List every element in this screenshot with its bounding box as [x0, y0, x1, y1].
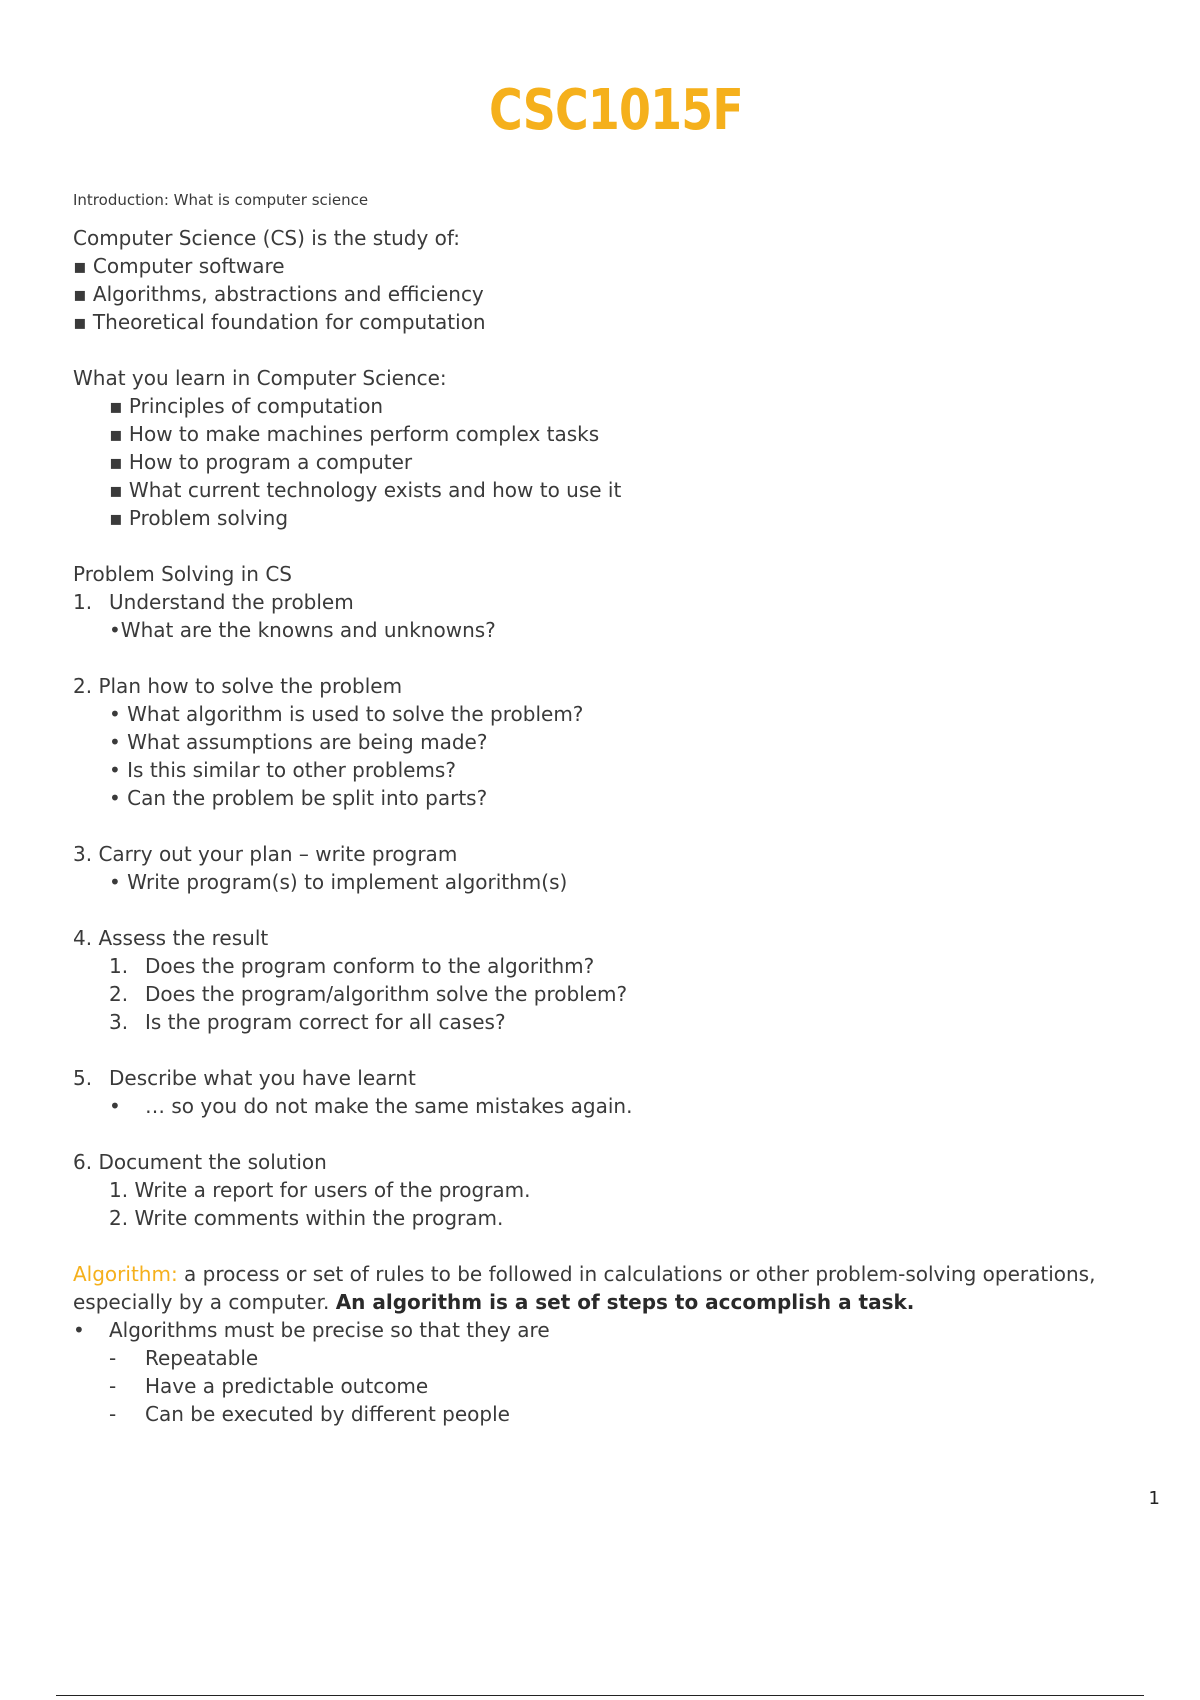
list-item: ▪ Principles of computation: [73, 392, 1153, 420]
step-3-title: 3. Carry out your plan – write program: [73, 842, 458, 866]
list-item: [73, 1400, 1153, 1428]
list-item: 2. Write comments within the program.: [109, 1206, 504, 1230]
list-item: ▪ Computer software: [73, 252, 1153, 280]
list-item: • Can the problem be split into parts?: [109, 786, 488, 810]
step-number: 5.: [73, 1066, 93, 1090]
footer-divider: [56, 1695, 1144, 1696]
list-item: ▪ What current technology exists and how to use it: [73, 476, 1153, 504]
list-item: 1. Write a report for users of the program.: [109, 1178, 531, 1202]
list-item: • What algorithm is used to solve the problem?: [109, 702, 584, 726]
list-item: [73, 1372, 1153, 1400]
item-number: 2.: [109, 982, 129, 1006]
step-title: Understand the problem: [109, 590, 354, 614]
algorithm-term: Algorithm:: [73, 1262, 178, 1286]
algorithm-bold-sentence: An algorithm is a set of steps to accomplish a task.: [335, 1290, 915, 1314]
step-1: [73, 588, 1153, 616]
item-text: Does the program conform to the algorithm?: [145, 954, 595, 978]
item-number: 3.: [109, 1010, 129, 1034]
list-item: [73, 1344, 1153, 1372]
step-title: Describe what you have learnt: [109, 1066, 416, 1090]
list-item: ▪ Problem solving: [73, 504, 1153, 532]
algorithm-definition: [73, 1260, 1153, 1316]
page-number: 1: [1148, 1488, 1160, 1509]
list-item: •What are the knowns and unknowns?: [109, 618, 496, 642]
list-item: • What assumptions are being made?: [109, 730, 488, 754]
step-4-title: 4. Assess the result: [73, 926, 269, 950]
dash: -: [109, 1346, 117, 1370]
list-item: ▪ How to program a computer: [73, 448, 1153, 476]
list-item: • Write program(s) to implement algorithm(s): [109, 870, 568, 894]
dash: -: [109, 1374, 117, 1398]
list-item: [73, 952, 1153, 980]
list-item: • Is this similar to other problems?: [109, 758, 456, 782]
item-text: Can be executed by different people: [145, 1402, 510, 1426]
list-item: [73, 1008, 1153, 1036]
list-item: ▪ How to make machines perform complex tasks: [73, 420, 1153, 448]
list-item: ▪ Algorithms, abstractions and efficiency: [73, 280, 1153, 308]
document-body: [73, 190, 1153, 1428]
algorithm-definition-text: a process or set of rules to be followed in calculations or other problem-solving operations, especially by a computer.: [73, 1262, 1096, 1314]
list-item: [73, 1092, 1153, 1120]
item-text: … so you do not make the same mistakes again.: [145, 1094, 633, 1118]
bullet: •: [109, 1094, 121, 1118]
learn-heading: What you learn in Computer Science:: [73, 366, 447, 390]
item-text: Algorithms must be precise so that they are: [109, 1318, 550, 1342]
item-text: Repeatable: [145, 1346, 259, 1370]
subtitle: Introduction: What is computer science: [73, 191, 369, 209]
bullet: •: [73, 1318, 85, 1342]
item-text: Is the program correct for all cases?: [145, 1010, 506, 1034]
step-2-title: 2. Plan how to solve the problem: [73, 674, 403, 698]
list-item: ▪ Theoretical foundation for computation: [73, 308, 1153, 336]
step-6-title: 6. Document the solution: [73, 1150, 327, 1174]
item-text: Have a predictable outcome: [145, 1374, 429, 1398]
cs-study-heading: Computer Science (CS) is the study of:: [73, 226, 460, 250]
step-5: [73, 1064, 1153, 1092]
item-text: Does the program/algorithm solve the problem?: [145, 982, 628, 1006]
list-item: [73, 980, 1153, 1008]
step-number: 1.: [73, 590, 93, 614]
item-number: 1.: [109, 954, 129, 978]
list-item: [73, 1316, 1153, 1344]
dash: -: [109, 1402, 117, 1426]
problem-solving-heading: Problem Solving in CS: [73, 562, 292, 586]
page-title: CSC1015F: [489, 78, 743, 143]
